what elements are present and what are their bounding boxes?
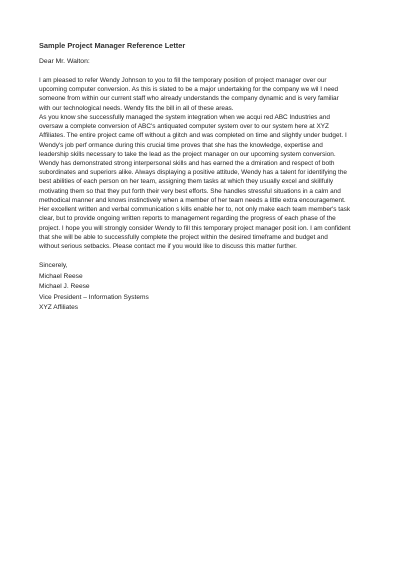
- body-line: subordinates and superiors alike. Always displaying a positive attitude, Wendy has a talent for identifying the: [39, 169, 347, 177]
- signature-name: Michael Reese: [39, 272, 83, 280]
- body-line: someone from within our current staff who already understands the company dynamic and is very familiar: [39, 95, 339, 103]
- body-line: upcoming computer conversion. As this is slated to be a major undertaking for the company we wil I need: [39, 86, 339, 94]
- signer-title: Vice President – Information Systems: [39, 293, 149, 301]
- body-line: with our technological needs. Wendy fits the bill in all of these areas.: [39, 104, 234, 112]
- body-line: As you know she successfully managed the system integration when we acqui red ABC Industries and: [39, 113, 330, 121]
- body-line: Her excellent written and verbal communication s kills enable her to, not only make each team member's task: [39, 206, 351, 214]
- body-line: Affiliates. The entire project came off without a glitch and was completed on time and slightly under budget. I: [39, 132, 347, 140]
- letter-closing: [39, 261, 374, 314]
- letter-salutation: Dear Mr. Walton:: [39, 58, 90, 65]
- body-line: that she will be able to successfully complete the project within the desired timeframe and budget and: [39, 233, 328, 241]
- signer-company: XYZ Affiliates: [39, 304, 79, 312]
- body-line: best abilities of each person on her team, assigning them tasks at which they usually excel and skillfully: [39, 178, 334, 186]
- signer-full-name: Michael J. Reese: [39, 283, 90, 291]
- letter-body: [39, 76, 374, 251]
- body-line: I am pleased to refer Wendy Johnson to you to fill the temporary position of project manager over our: [39, 77, 327, 84]
- body-line: without serious setbacks. Please contact me if you would like to discuss this matter further.: [39, 242, 297, 250]
- body-line: motivating them so that they put forth their very best efforts. She handles stressful situations in a calm and: [39, 187, 341, 195]
- body-line: methodical manner and knows instinctively when a member of her team needs a little extra encouragement.: [39, 196, 346, 204]
- body-line: clear, but to provide ongoing written reports to management regarding the progress of each phase of the: [39, 215, 336, 223]
- body-line: Wendy has demonstrated strong interpersonal skills and has earned the a dmiration and respect of both: [39, 159, 335, 167]
- body-line: project. I hope you will strongly consider Wendy to fill this temporary project manager posit ion. I am confident: [39, 224, 351, 232]
- letter-content: [39, 41, 374, 314]
- body-line: oversaw a complete conversion of ABC's antiquated computer system over to our system here at XYZ: [39, 123, 329, 131]
- letter-title: Sample Project Manager Reference Letter: [39, 41, 186, 50]
- body-line: Wendy's job perf ormance during this crucial time proves that she has the knowledge, expertise and: [39, 141, 323, 149]
- closing-valediction: Sincerely,: [39, 262, 68, 270]
- body-line: leadership skills necessary to take the lead as the project manager on our upcoming system conversion.: [39, 150, 336, 158]
